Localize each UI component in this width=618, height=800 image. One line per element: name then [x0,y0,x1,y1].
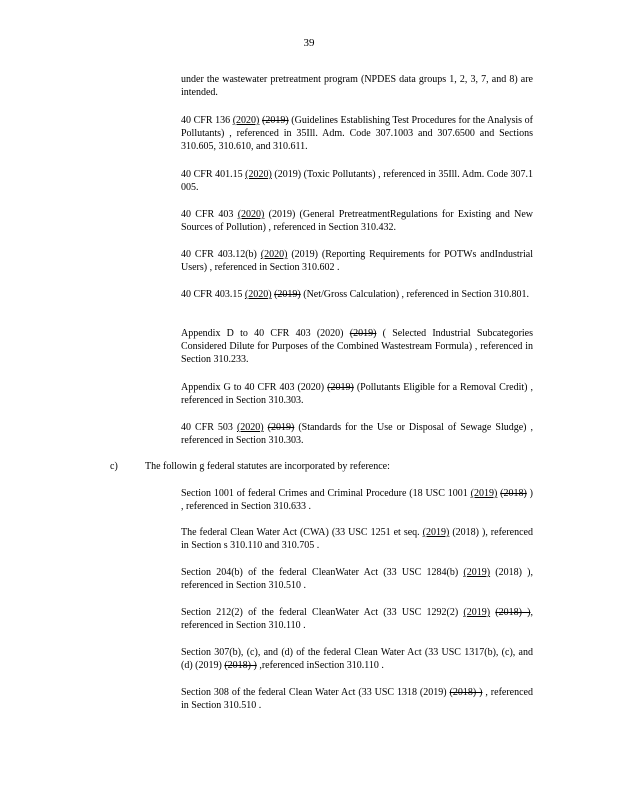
text-segment: 40 CFR 136 [181,115,233,126]
text-segment: (2020) [232,115,260,126]
text-segment: Appendix D to 40 CFR 403 (2020) [181,328,350,339]
text-segment: Section 308 of the federal Clean Water Act (33 USC 1318 (2019) [181,687,450,698]
paragraph-appendix-g [181,381,533,407]
paragraph-cwa-307 [181,646,533,672]
paragraph-appendix-d [181,327,533,366]
section-intro: The followin g federal statutes are incorporated by reference: [145,461,390,472]
text-segment: 40 CFR 503 [181,422,237,433]
text-segment: (2019) [349,328,377,339]
text-segment: (2020) [237,209,265,220]
text-segment: ) , referenced in Section 310.633 . [181,488,534,512]
text-segment: (2019) (General PretreatmentRegulations for Existing and New Sources of Pollution) , referenced in Section 310.432. [181,209,533,233]
text-segment: (2018) ) [224,660,257,671]
paragraph-cwa-212-2 [181,606,533,632]
paragraph-cwa-204b [181,566,533,592]
text-segment: (2019) [327,382,354,393]
text-segment: Section 1001 of federal Crimes and Criminal Procedure (18 USC 1001 [181,488,471,499]
paragraph-40cfr403-15 [181,288,533,301]
text-segment: (Pollutants Eligible for a Removal Credit) , referenced in Section 310.303. [181,382,533,406]
text-segment: (2019) (Reporting Requirements for POTWs andIndustrial Users) , referenced in Section 310.602 . [181,249,533,273]
text-segment: (2018) ) [449,687,483,698]
text-segment: 40 CFR 403.15 [181,289,245,300]
text-segment: The federal Clean Water Act (CWA) (33 USC 1251 et seq. [181,527,423,538]
text-segment: (2020) [245,169,272,180]
text-segment: Appendix G to 40 CFR 403 (2020) [181,382,328,393]
text-segment: 40 CFR 401.15 [181,169,246,180]
text-segment: Section 212(2) of the federal CleanWater Act (33 USC 1292(2) [181,607,464,618]
section-label: c) [110,461,118,472]
paragraph-clean-water-act [181,526,533,552]
text-segment: (2019) [422,527,450,538]
text-segment: (2018) [500,488,527,499]
text-segment: (2019) [262,115,289,126]
text-segment: (2019) [463,607,491,618]
paragraph-40cfr403 [181,208,533,234]
text-segment: 40 CFR 403.12(b) [181,249,261,260]
text-segment: (2018) ), referenced in Section 310.510 . [181,567,534,591]
paragraph-npdes-continuation [181,73,533,99]
paragraph-40cfr503 [181,421,533,447]
text-segment: , referenced in Section 310.510 . [181,687,533,711]
text-segment: (2018) ), referenced in Section s 310.110 and 310.705 . [181,527,533,551]
paragraph-40cfr136 [181,114,533,153]
text-segment: , referenced in Section 310.110 . [181,607,534,631]
text-segment: 40 CFR 403 [181,209,238,220]
text-segment: (2019) [267,422,295,433]
text-segment: ( Selected Industrial Subcategories Considered Dilute for Purposes of the Combined Wastestream Formula) , referenced in Section 310.233. [181,328,534,365]
text-segment: (2018) ) [495,607,531,618]
text-segment: Section 204(b) of the federal CleanWater Act (33 USC 1284(b) [181,567,464,578]
text-segment: (2019) [463,567,491,578]
paragraph-40cfr401-15 [181,168,533,194]
text-segment: Section 307(b), (c), and (d) of the federal Clean Water Act (33 USC 1317(b), (c), and (d) (2019) [181,647,533,671]
text-segment: (2020) [236,422,264,433]
text-segment: (Net/Gross Calculation) , referenced in Section 310.801. [300,289,530,300]
paragraph-40cfr403-12b [181,248,533,274]
text-segment: (Guidelines Establishing Test Procedures for the Analysis of Pollutants) , referenced in 35Ill. Adm. Code 307.1003 and 307.6500 and Sections 310.605, 310.610, and 310.611. [181,115,534,152]
text-segment: (2019) [274,289,301,300]
text-segment: (2019) [470,488,498,499]
text-segment: (2019) (Toxic Pollutants) , referenced in 35Ill. Adm. Code 307.1 005. [181,169,534,193]
text-segment: (2020) [260,249,288,260]
text-segment: ,referenced inSection 310.110 . [256,660,384,671]
page-number: 39 [303,37,315,49]
text-segment: (Standards for the Use or Disposal of Sewage Sludge) , referenced in Section 310.303. [181,422,533,446]
text-segment: (2020) [244,289,272,300]
paragraph-cwa-308 [181,686,533,712]
paragraph-18usc1001 [181,487,533,513]
text-segment: under the wastewater pretreatment program (NPDES data groups 1, 2, 3, 7, and 8) are intended. [181,74,533,98]
